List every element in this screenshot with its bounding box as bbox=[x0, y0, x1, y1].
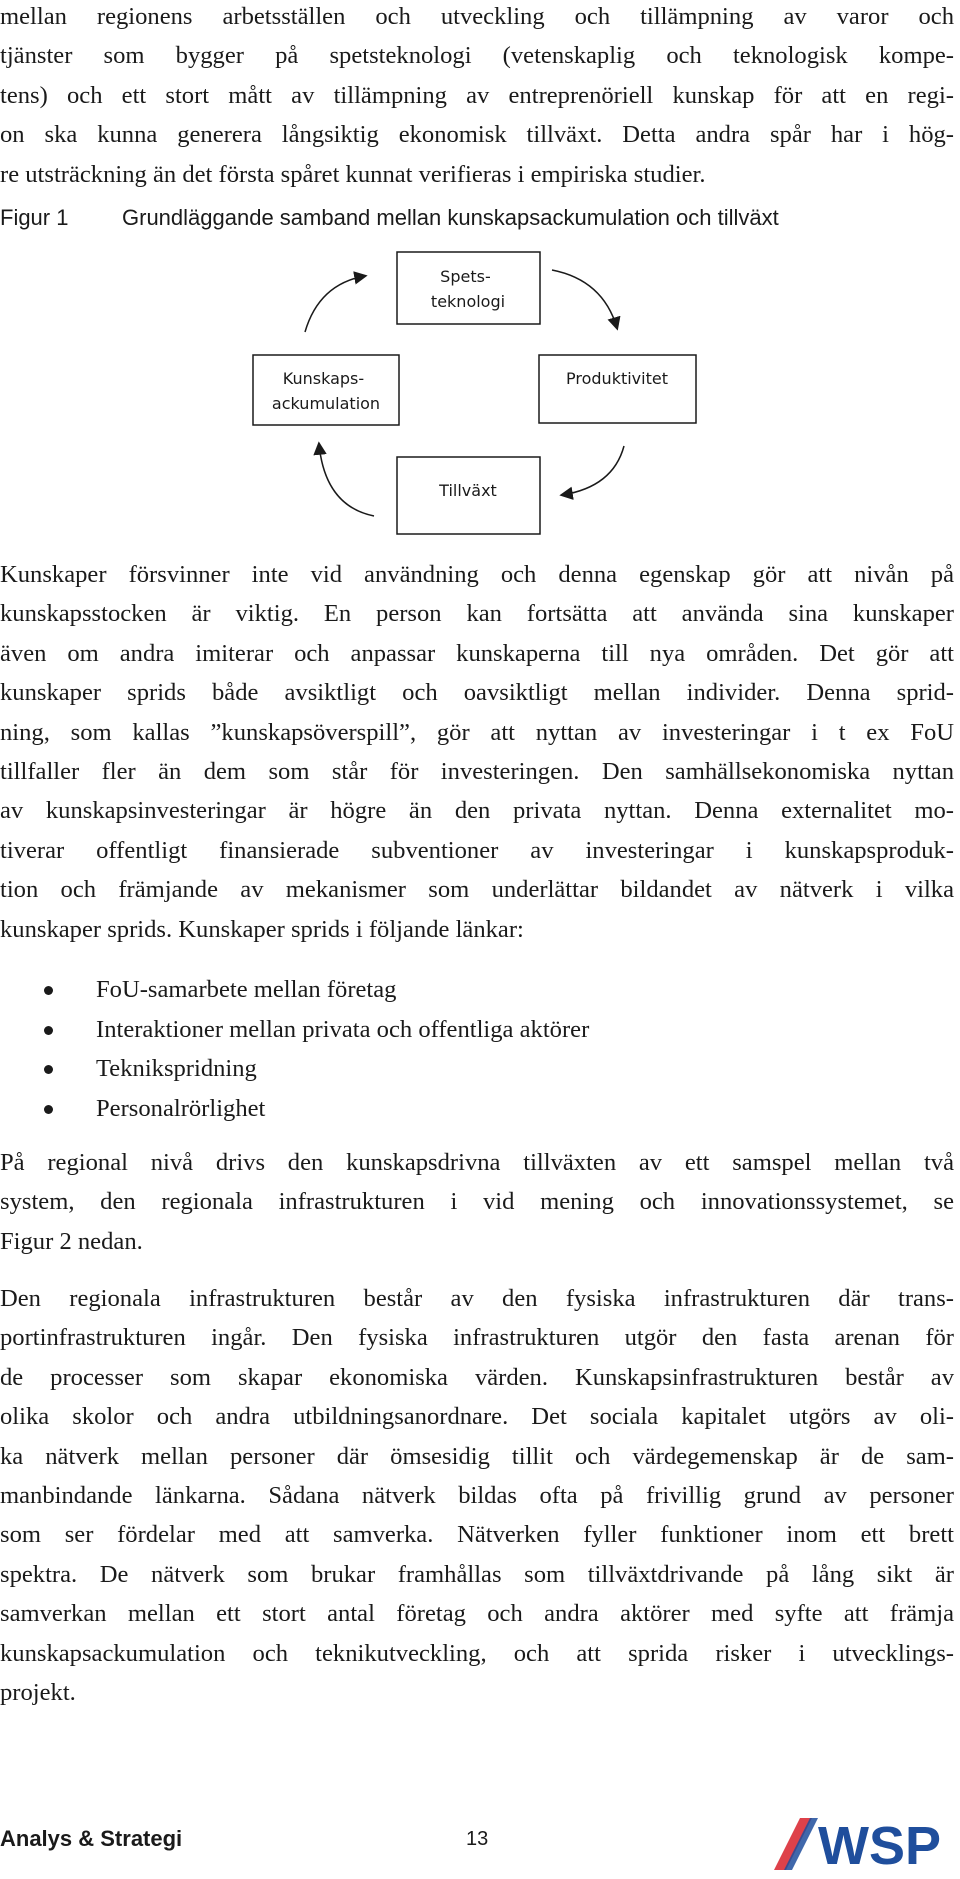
node-tillvaxt bbox=[397, 457, 540, 534]
text-line: tion och främjande av mekanismer som underlättar bildandet av nätverk i vilka bbox=[0, 876, 954, 904]
text-line: Den regionala infrastrukturen består av den fysiska infrastrukturen där trans- bbox=[0, 1285, 954, 1312]
text-line: olika skolor och andra utbildningsanordnare. Det sociala kapitalet utgörs av oli- bbox=[0, 1403, 954, 1431]
wsp-logo bbox=[768, 1812, 954, 1876]
paragraph-regional bbox=[0, 1143, 954, 1261]
text-line: kunskaper sprids. Kunskaper sprids i följande länkar: bbox=[0, 915, 524, 943]
node-kunskapsackumulation-line-2: ackumulation bbox=[271, 394, 381, 413]
page-number: 13 bbox=[466, 1828, 489, 1850]
svg-text:Tillväxt bbox=[438, 481, 497, 500]
arrow-bottom-right bbox=[562, 446, 624, 495]
node-spetsteknologi bbox=[397, 252, 540, 324]
list-item: FoU-samarbete mellan företag bbox=[0, 970, 900, 1010]
figure-number: Figur 1 bbox=[0, 205, 69, 230]
node-kunskapsackumulation-line-1: Kunskaps- bbox=[282, 369, 365, 388]
text-line: även om andra imiterar och anpassar kunskaperna till nya områden. Det gör att bbox=[0, 639, 954, 667]
text-line: ning, som kallas ”kunskapsöverspill”, gör att nyttan av investeringar i t ex FoU bbox=[0, 718, 954, 746]
text-line: manbindande länkarna. Sådana nätverk bildas ofta på frivillig grund av personer bbox=[0, 1482, 954, 1510]
text-line: mellan regionens arbetsställen och utveckling och tillämpning av varor och bbox=[0, 3, 954, 30]
figure-diagram bbox=[0, 240, 960, 540]
text-line: av kunskapsinvesteringar är högre än den privata nyttan. Denna externalitet mo- bbox=[0, 797, 954, 825]
text-line: spektra. De nätverk som brukar framhållas som tillväxtdrivande på lång sikt är bbox=[0, 1560, 954, 1588]
text-line: tens) och ett stort mått av tillämpning av entreprenöriell kunskap för att en regi- bbox=[0, 81, 954, 109]
paragraph-intro bbox=[0, 0, 954, 194]
text-line: ka nätverk mellan personer där ömsesidig tillit och värdegemenskap är de sam- bbox=[0, 1442, 954, 1470]
text-line: kunskapsstocken är viktig. En person kan fortsätta att använda sina kunskaper bbox=[0, 600, 954, 628]
footer-title: Analys & Strategi bbox=[0, 1826, 183, 1851]
text-line: Figur 2 nedan. bbox=[0, 1227, 143, 1255]
text-line: on ska kunna generera långsiktig ekonomisk tillväxt. Detta andra spår har i hög- bbox=[0, 121, 954, 149]
list-item: Personalrörlighet bbox=[0, 1089, 900, 1129]
node-spetsteknologi-line-2: teknologi bbox=[430, 292, 506, 311]
text-line: tjänster som bygger på spetsteknologi (vetenskaplig och teknologisk kompe- bbox=[0, 42, 954, 70]
paragraph-knowledge bbox=[0, 555, 954, 949]
wsp-logo-text: WSP bbox=[818, 1816, 942, 1876]
node-produktivitet bbox=[539, 355, 696, 423]
svg-text:Produktivitet bbox=[566, 369, 668, 388]
arrow-top-right bbox=[552, 270, 617, 328]
text-line: På regional nivå drivs den kunskapsdrivna tillväxten av ett samspel mellan två bbox=[0, 1149, 954, 1176]
node-produktivitet-line-1: Produktivitet bbox=[566, 369, 668, 388]
bullet-list bbox=[0, 970, 900, 1128]
node-tillvaxt-line-1: Tillväxt bbox=[439, 481, 497, 500]
list-item: Interaktioner mellan privata och offentliga aktörer bbox=[0, 1010, 900, 1050]
text-line: tiverar offentligt finansierade subventioner av investeringar i kunskapsproduk- bbox=[0, 836, 954, 864]
list-item: Teknikspridning bbox=[0, 1049, 900, 1089]
text-line: som ser fördelar med att samverka. Nätverken fyller funktioner inom ett brett bbox=[0, 1521, 954, 1549]
node-kunskapsackumulation bbox=[253, 355, 399, 425]
text-line: Kunskaper försvinner inte vid användning och denna egenskap gör att nivån på bbox=[0, 561, 954, 588]
text-line: system, den regionala infrastrukturen i vid mening och innovationssystemet, se bbox=[0, 1188, 954, 1216]
text-line: de processer som skapar ekonomiska värden. Kunskapsinfrastrukturen består av bbox=[0, 1363, 954, 1391]
node-spetsteknologi-line-1: Spets- bbox=[440, 267, 491, 286]
text-line: kunskapsackumulation och teknikutveckling, och att sprida risker i utvecklings- bbox=[0, 1639, 954, 1667]
figure-title: Grundläggande samband mellan kunskapsackumulation och tillväxt bbox=[122, 205, 779, 230]
text-line: samverkan mellan ett stort antal företag och andra aktörer med syfte att främja bbox=[0, 1600, 954, 1628]
paragraph-infrastructure bbox=[0, 1279, 954, 1712]
text-line: projekt. bbox=[0, 1679, 76, 1707]
arrow-bottom-left bbox=[319, 444, 374, 516]
text-line: re utsträckning än det första spåret kunnat verifieras i empiriska studier. bbox=[0, 160, 706, 188]
text-line: kunskaper sprids både avsiktligt och oavsiktligt mellan individer. Denna sprid- bbox=[0, 679, 954, 707]
text-line: portinfrastrukturen ingår. Den fysiska infrastrukturen utgör den fasta arenan för bbox=[0, 1324, 954, 1352]
text-line: tillfaller fler än dem som står för investeringen. Den samhällsekonomiska nyttan bbox=[0, 758, 954, 786]
arrow-top-left bbox=[305, 276, 365, 332]
